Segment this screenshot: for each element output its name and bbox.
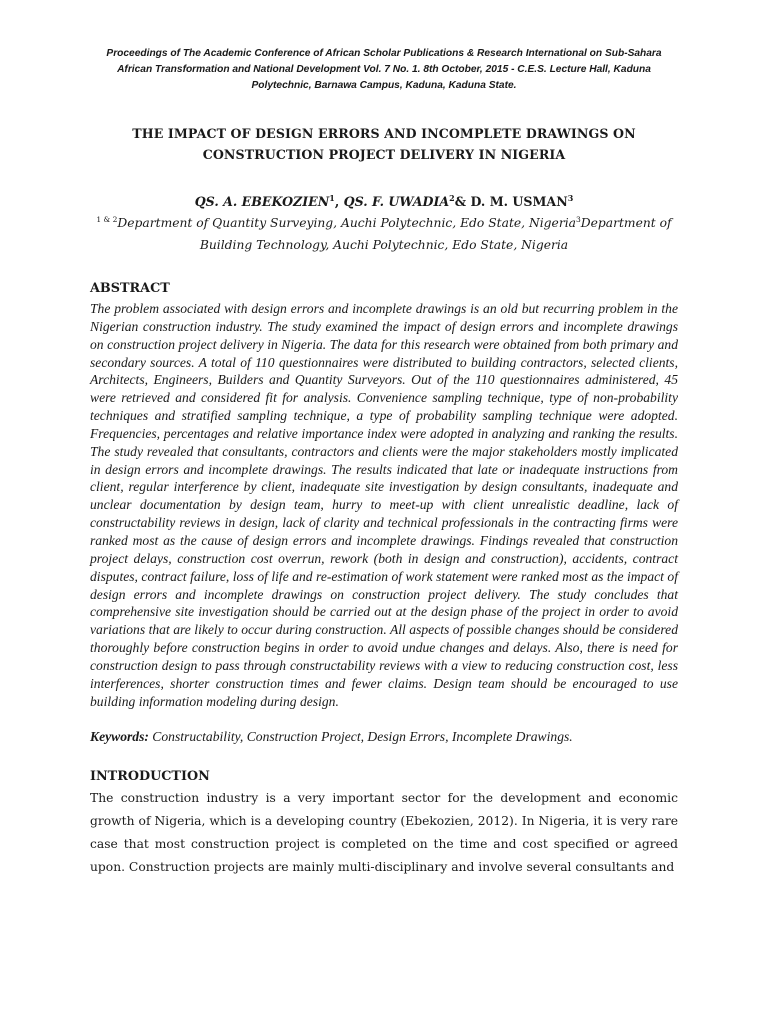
paper-page <box>90 40 678 879</box>
introduction-text: The construction industry is a very important sector for the development and economic growth of Nigeria, which is a developing country (Ebekozien, 2012). In Nigeria, it is very rare case that most construction project is completed on the time and cost specified or agreed upon. Construction projects are mainly multi-disciplinary and involve several consultants and <box>90 791 678 875</box>
keywords <box>90 728 678 746</box>
abstract-heading: ABSTRACT <box>90 281 170 296</box>
affiliation-1: Department of Quantity Surveying, Auchi Polytechnic, Edo State, Nigeria <box>117 216 576 230</box>
author-3: & D. M. USMAN <box>454 194 568 209</box>
abstract-text: The problem associated with design errors and incomplete drawings is an old but recurring problem in the Nigerian construction industry. The study examined the impact of design errors and incomplete drawings on construction project delivery in Nigeria. The data for this research were obtained from both primary and secondary sources. A total of 110 questionnaires were distributed to building contractors, selected clients, Architects, Engineers, Builders and Quantity Surveyors. Out of the 110 questionnaires administered, 45 were retrieved and considered fit for analysis. Convenience sampling technique, type of non-probability techniques and stratified sampling technique, a type of probability sampling technique were adopted. Frequencies, percentages and relative importance index were adopted in analyzing and ranking the results. The study revealed that consultants, contractors and clients were the major stakeholders mostly implicated in design errors and incomplete drawings. The results indicated that late or inadequate instructions from client, regular interference by client, inadequate site investigation by design consultants, inadequate and unclear documentation by design team, hurry to meet-up with client unrealistic deadline, lack of constructability reviews in design, lack of clarity and technical professionals in the contracting firms were ranked most as the cause of design errors and incomplete drawings. Findings revealed that construction project delays, construction cost overrun, rework (both in design and construction), accidents, contract disputes, contract failure, loss of life and re-estimation of work statement were ranked most as the impact of design errors and incomplete drawings on construction project delivery. The study concludes that comprehensive site investigation should be carried out at the design phase of the project in order to avoid variations that are likely to occur during construction. All aspects of possible changes should be considered thoroughly before construction begins in order to avoid undue changes and delays. Also, there is need for construction design to pass through constructability reviews with a view to reducing construction cost, less interferences, shorter construction times and fewer claims. Design team should be encouraged to use building information modeling during design. <box>90 301 678 709</box>
affiliation-2-superscript: 3 <box>575 215 581 224</box>
affiliation-2: Department of Building Technology, Auchi Polytechnic, Edo State, Nigeria <box>199 216 672 252</box>
proceedings-header: Proceedings of The Academic Conference of African Scholar Publications & Research International on Sub-Sahara African Transformation and National Development Vol. 7 No. 1. 8th October, 2015 - C.E.S. Lecture Hall, Kaduna Polytechnic, Barnawa Campus, Kaduna, Kaduna State. <box>106 48 662 91</box>
author-list: QS. A. EBEKOZIEN$^1$, QS. F. UWADIA$^2$& D. M. USMAN$^3$ <box>194 193 574 209</box>
keywords-label: Keywords: <box>90 729 149 745</box>
author-1: QS. A. EBEKOZIEN <box>194 194 330 209</box>
affiliation-1-superscript: 1 & 2 <box>96 215 118 224</box>
introduction-heading: INTRODUCTION <box>90 769 210 785</box>
paper-title <box>90 123 678 165</box>
paper-title-line-1: THE IMPACT OF DESIGN ERRORS AND INCOMPLETE DRAWINGS ON <box>132 126 636 141</box>
paper-title-line-2: CONSTRUCTION PROJECT DELIVERY IN NIGERIA <box>202 147 566 162</box>
affiliations <box>90 213 678 256</box>
author-2: QS. F. UWADIA <box>343 194 450 209</box>
author-2-superscript: 2 <box>449 193 455 203</box>
keywords-text: Constructability, Construction Project, Design Errors, Incomplete Drawings. <box>148 729 573 745</box>
author-1-superscript: 1 <box>329 193 335 203</box>
author-3-superscript: 3 <box>567 193 574 203</box>
